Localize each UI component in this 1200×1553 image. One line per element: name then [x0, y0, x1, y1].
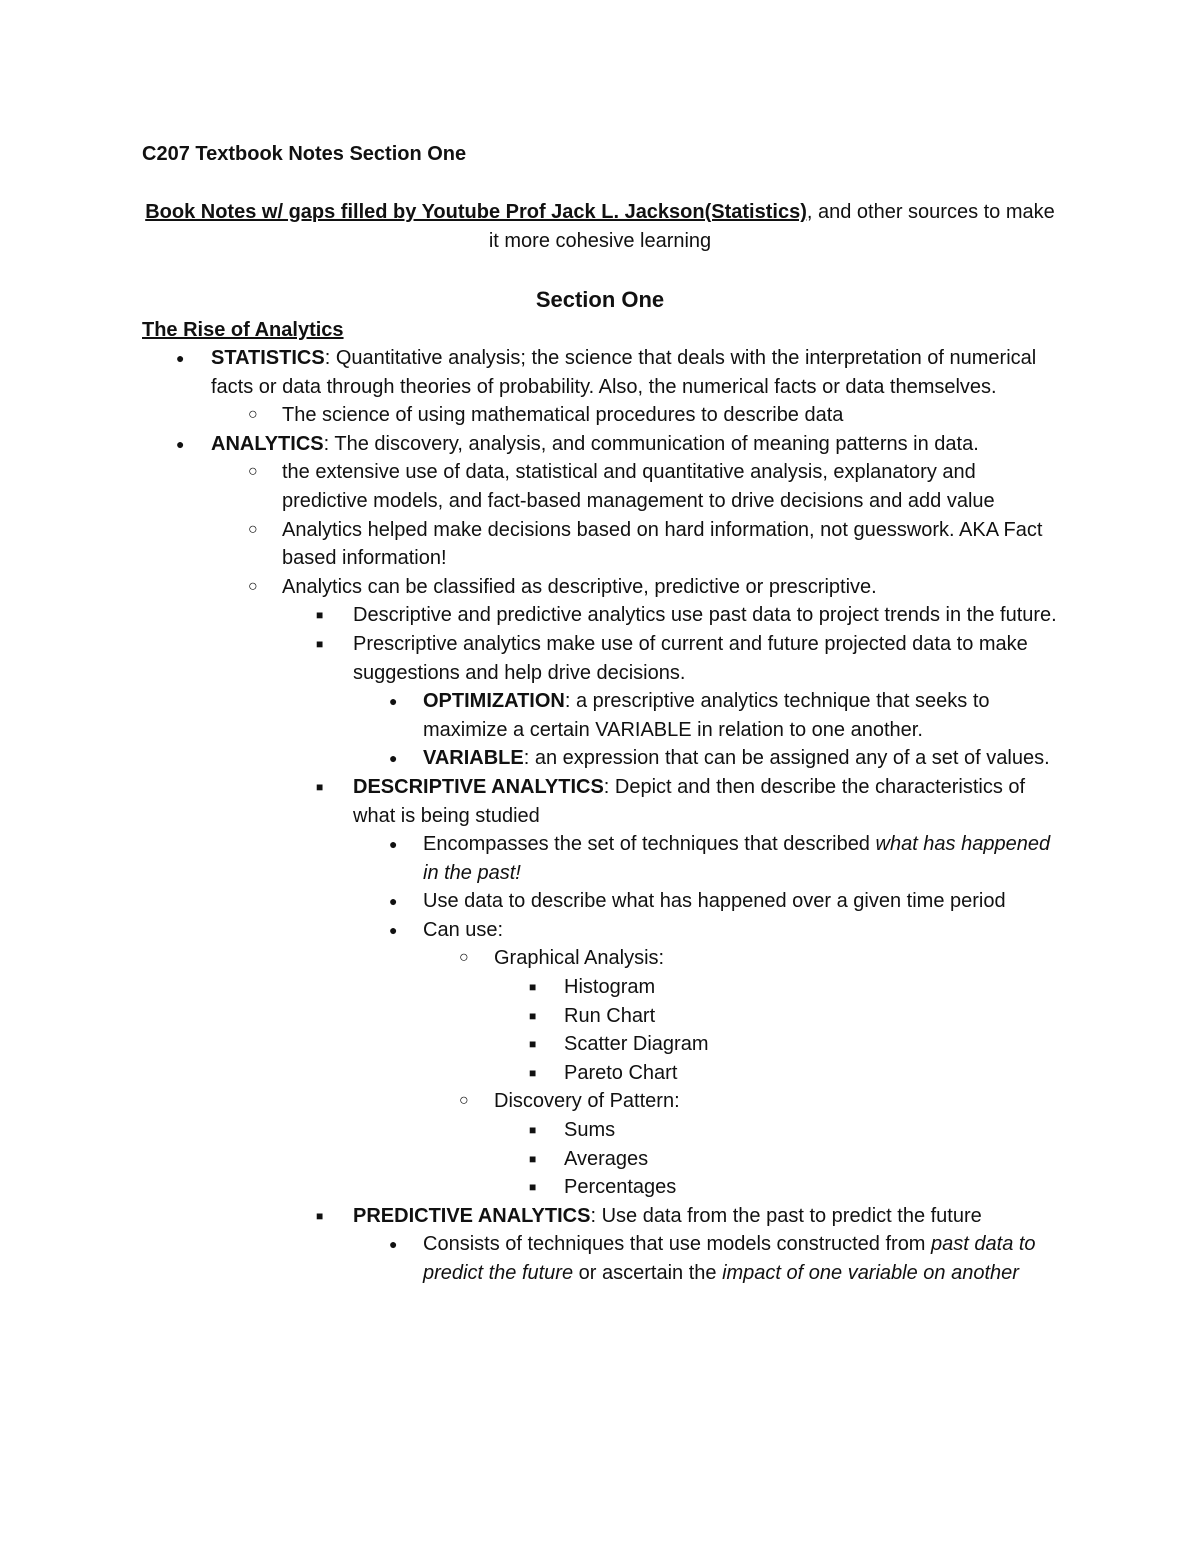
term-variable: VARIABLE [423, 747, 524, 770]
definition-text: : Quantitative analysis; the science that deals with the interpretation of numerical facts or data through theories of probability. Also, the numerical facts or data themselves. [211, 347, 1037, 398]
item-text: Percentages [564, 1176, 677, 1199]
item-text: Sums [564, 1119, 616, 1142]
term-optimization: OPTIMIZATION [423, 690, 565, 713]
filled-square-bullet-icon: ■ [316, 636, 324, 651]
item-text: or ascertain the [573, 1262, 723, 1284]
list-item [0, 1116, 1061, 1145]
list-item-optimization [0, 687, 1061, 744]
filled-circle-bullet-icon: ● [389, 750, 398, 767]
hollow-circle-bullet-icon: ○ [248, 520, 258, 538]
list-item [0, 630, 1061, 687]
item-text: Pareto Chart [564, 1061, 678, 1084]
item-text: Consists of techniques that use models constructed from [423, 1233, 932, 1256]
list-item-descriptive-analytics [0, 773, 1061, 830]
list-item [0, 573, 1061, 602]
item-text: Histogram [564, 976, 656, 999]
subtitle-text: , and other sources to make it more cohesive learning [488, 201, 1055, 252]
list-item [0, 601, 1061, 630]
item-emphasis: impact of one variable on another [722, 1262, 1019, 1284]
hollow-circle-bullet-icon: ○ [459, 1092, 469, 1110]
filled-square-bullet-icon: ■ [316, 1208, 324, 1223]
item-text: Descriptive and predictive analytics use past data to project trends in the future. [353, 604, 1057, 627]
document-title: C207 Textbook Notes Section One [142, 143, 467, 165]
definition-text: : a prescriptive analytics technique that seeks to maximize a certain VARIABLE in relation to one another. [423, 690, 990, 741]
filled-square-bullet-icon: ■ [529, 1065, 537, 1080]
list-item [0, 916, 1061, 945]
filled-square-bullet-icon: ■ [529, 1180, 537, 1195]
item-text: Prescriptive analytics make use of current and future projected data to make suggestions and help drive decisions. [353, 632, 1028, 684]
list-item-statistics [0, 344, 1061, 401]
definition-text: : The discovery, analysis, and communication of meaning patterns in data. [323, 432, 979, 455]
filled-circle-bullet-icon: ● [176, 435, 185, 452]
filled-square-bullet-icon: ■ [316, 608, 324, 623]
item-text: The science of using mathematical procedures to describe data [282, 404, 844, 427]
filled-square-bullet-icon: ■ [529, 1037, 537, 1052]
definition-text: : Depict and then describe the characteristics of what is being studied [353, 775, 1026, 827]
definition-text: : Use data from the past to predict the future [590, 1204, 982, 1227]
item-text: Averages [564, 1147, 649, 1170]
list-item-discovery-of-pattern [0, 1087, 1061, 1116]
hollow-circle-bullet-icon: ○ [459, 949, 469, 967]
filled-circle-bullet-icon: ● [389, 836, 398, 853]
item-text: Graphical Analysis: [494, 947, 665, 970]
item-text: Analytics helped make decisions based on hard information, not guesswork. AKA Fact based information! [282, 518, 1043, 570]
subtitle-source-link[interactable]: Book Notes w/ gaps filled by Youtube Prof Jack L. Jackson(Statistics) [145, 201, 807, 223]
term-predictive-analytics: PREDICTIVE ANALYTICS [353, 1204, 591, 1227]
term-statistics: STATISTICS [211, 347, 325, 369]
item-text: Analytics can be classified as descriptive, predictive or prescriptive. [282, 575, 877, 598]
list-item [0, 458, 1061, 515]
list-item [0, 887, 1061, 916]
list-item [0, 830, 1061, 887]
filled-square-bullet-icon: ■ [529, 1123, 537, 1138]
item-text: Discovery of Pattern: [494, 1090, 680, 1113]
notes-outline [0, 344, 1200, 1288]
definition-text: : an expression that can be assigned any of a set of values. [523, 747, 1050, 770]
list-item-predictive-analytics [0, 1202, 1061, 1231]
term-analytics: ANALYTICS [211, 432, 324, 455]
list-item [0, 1002, 1061, 1031]
item-text: Run Chart [564, 1004, 656, 1027]
filled-square-bullet-icon: ■ [316, 779, 324, 794]
list-item [0, 516, 1061, 573]
rise-of-analytics-heading: The Rise of Analytics [142, 319, 344, 341]
filled-circle-bullet-icon: ● [389, 1236, 398, 1253]
list-item [0, 1145, 1061, 1174]
item-emphasis: what has happened in the past! [423, 833, 1051, 884]
filled-circle-bullet-icon: ● [389, 921, 398, 938]
list-item [0, 1230, 1061, 1287]
filled-square-bullet-icon: ■ [529, 1151, 537, 1166]
filled-circle-bullet-icon: ● [389, 893, 398, 910]
item-emphasis: past data to predict the future [423, 1233, 1036, 1284]
item-text: Use data to describe what has happened over a given time period [423, 890, 1006, 913]
item-text: Can use: [423, 918, 504, 941]
filled-circle-bullet-icon: ● [176, 350, 185, 366]
term-descriptive-analytics: DESCRIPTIVE ANALYTICS [353, 775, 604, 798]
subtitle [142, 198, 1058, 255]
list-item [0, 1059, 1061, 1088]
item-text: Encompasses the set of techniques that described [423, 833, 876, 856]
list-item [0, 401, 1061, 430]
hollow-circle-bullet-icon: ○ [248, 577, 258, 595]
hollow-circle-bullet-icon: ○ [248, 463, 258, 481]
list-item [0, 1030, 1061, 1059]
list-item-variable [0, 744, 1061, 773]
item-text: Scatter Diagram [564, 1033, 709, 1056]
filled-square-bullet-icon: ■ [529, 1008, 537, 1023]
hollow-circle-bullet-icon: ○ [248, 406, 258, 424]
list-item [0, 1173, 1061, 1202]
section-heading: Section One [535, 287, 665, 312]
filled-square-bullet-icon: ■ [529, 980, 537, 995]
filled-circle-bullet-icon: ● [389, 693, 398, 710]
list-item [0, 973, 1061, 1002]
list-item-graphical-analysis [0, 944, 1061, 973]
list-item-analytics [0, 430, 1061, 459]
item-text: the extensive use of data, statistical and quantitative analysis, explanatory and predictive models, and fact-based management to drive decisions and add value [282, 461, 995, 512]
